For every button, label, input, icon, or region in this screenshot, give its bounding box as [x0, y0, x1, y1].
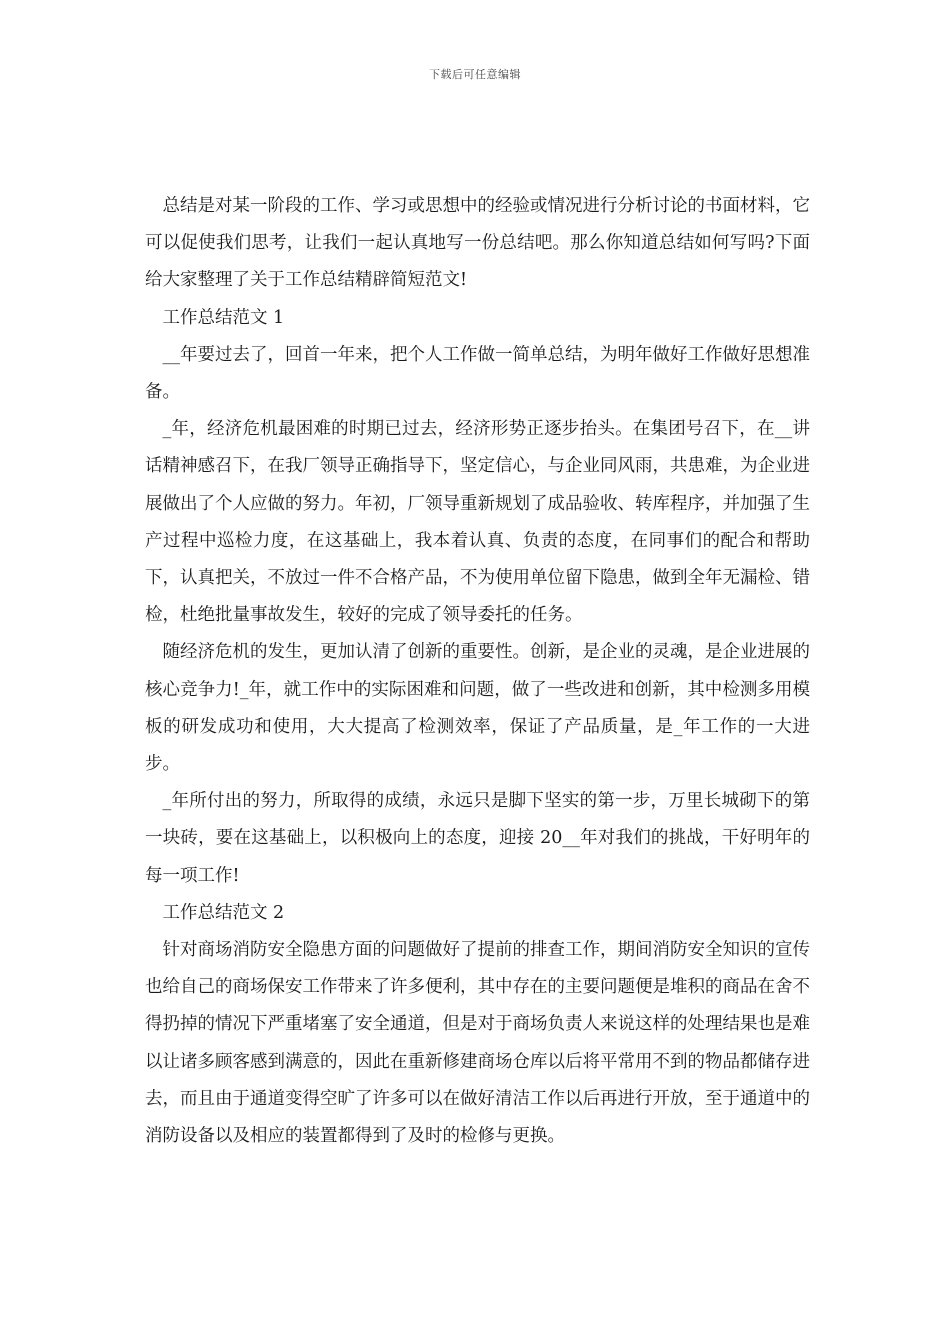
paragraph: _年，经济危机最困难的时期已过去，经济形势正逐步抬头。在集团号召下，在__讲话精神感召下，在我厂领导正确指导下，坚定信心，与企业同风雨，共患难，为企业进展做出了个人应做的努力。年初，厂领导重新规划了成品验收、转库程序，并加强了生产过程中巡检力度，在这基础上，我本着认真、负责的态度，在同事们的配合和帮助下，认真把关，不放过一件不合格产品，不为使用单位留下隐患，做到全年无漏检、错检，杜绝批量事故发生，较好的完成了领导委托的任务。 — [145, 419, 810, 626]
header-note: 下载后可任意编辑 — [429, 68, 521, 81]
paragraph: __年要过去了，回首一年来，把个人工作做一简单总结，为明年做好工作做好思想准备。 — [145, 344, 810, 403]
section-heading-2: 工作总结范文 2 — [162, 902, 285, 923]
intro-paragraph: 总结是对某一阶段的工作、学习或思想中的经验或情况进行分析讨论的书面材料，它可以促使我们思考，让我们一起认真地写一份总结吧。那么你知道总结如何写吗?下面给大家整理了关于工作总结精辟简短范文! — [145, 196, 810, 291]
paragraph: _年所付出的努力，所取得的成绩，永远只是脚下坚实的第一步，万里长城砌下的第一块砖，要在这基础上，以积极向上的态度，迎接 20__年对我们的挑战，干好明年的每一项工作! — [145, 791, 810, 886]
document-body — [145, 188, 810, 1155]
paragraph: 针对商场消防安全隐患方面的问题做好了提前的排查工作，期间消防安全知识的宣传也给自己的商场保安工作带来了许多便利，其中存在的主要问题便是堆积的商品在舍不得扔掉的情况下严重堵塞了安全通道，但是对于商场负责人来说这样的处理结果也是难以让诸多顾客感到满意的，因此在重新修建商场仓库以后将平常用不到的物品都储存进去，而且由于通道变得空旷了许多可以在做好清洁工作以后再进行开放，至于通道中的消防设备以及相应的装置都得到了及时的检修与更换。 — [145, 940, 810, 1147]
section-heading-1: 工作总结范文 1 — [162, 307, 285, 328]
paragraph: 随经济危机的发生，更加认清了创新的重要性。创新，是企业的灵魂，是企业进展的核心竞争力!_年，就工作中的实际困难和问题，做了一些改进和创新，其中检测多用模板的研发成功和使用，大大提高了检测效率，保证了产品质量，是_年工作的一大进步。 — [145, 642, 810, 775]
